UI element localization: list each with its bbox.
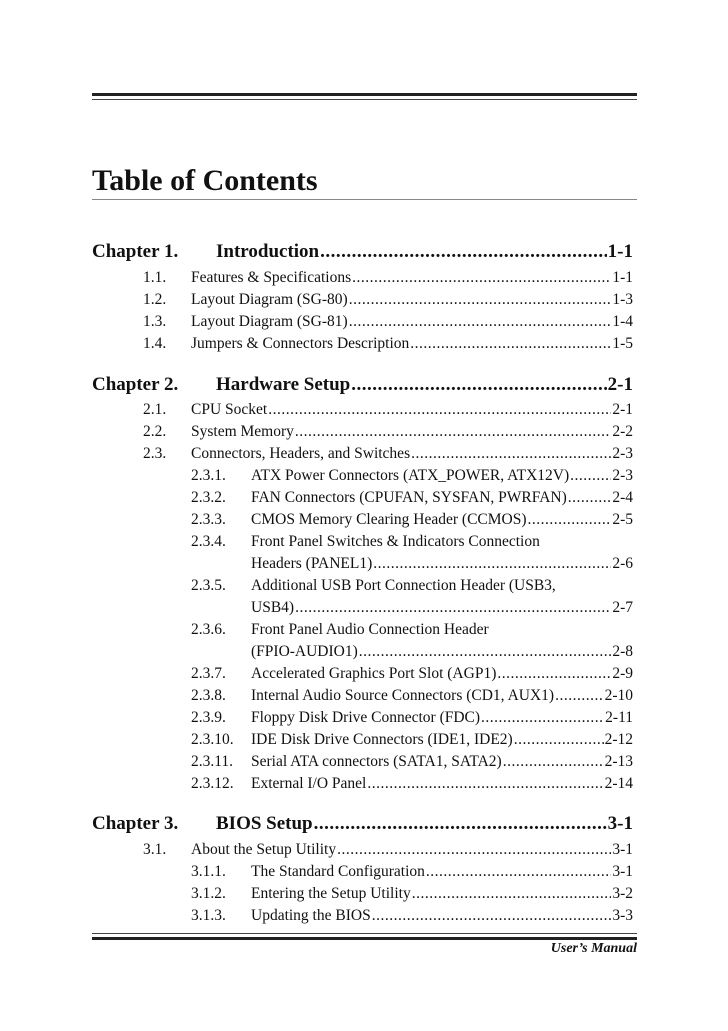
dot-leader [295, 598, 611, 618]
page-number: 2-13 [604, 753, 633, 770]
dot-leader [411, 444, 611, 464]
dot-leader [497, 664, 611, 684]
dot-leader [351, 373, 606, 397]
toc-chapter-1[interactable] [92, 240, 633, 264]
dot-leader [373, 554, 611, 574]
dot-leader [426, 862, 611, 882]
entry-number: 1.2. [143, 291, 167, 308]
entry-title-continued: (FPIO-AUDIO1) [251, 643, 358, 660]
entry-number: 2.3.1. [191, 467, 226, 484]
entry-title: CMOS Memory Clearing Header (CCMOS) [251, 511, 527, 528]
footer-label: User’s Manual [550, 941, 637, 956]
toc-entry-2-3-6[interactable] [251, 642, 633, 662]
entry-title: Features & Specifications [191, 269, 352, 286]
toc-entry-2-2[interactable] [143, 422, 633, 442]
entry-title: Internal Audio Source Connectors (CD1, AUX1) [251, 687, 555, 704]
page-number: 2-7 [612, 599, 633, 616]
toc-entry-3-1-2[interactable] [191, 884, 633, 904]
toc-chapter-3[interactable] [92, 812, 633, 836]
dot-leader [268, 400, 611, 420]
entry-number: 3.1.3. [191, 907, 226, 924]
dot-leader [349, 290, 612, 310]
dot-leader [352, 268, 611, 288]
entry-number: 1.3. [143, 313, 167, 330]
dot-leader [412, 884, 612, 904]
page-number: 2-1 [612, 401, 633, 418]
page-number: 1-5 [612, 335, 633, 352]
entry-number: 2.1. [143, 401, 167, 418]
entry-number: 2.3.8. [191, 687, 226, 704]
entry-title: About the Setup Utility [191, 841, 337, 858]
entry-number: 2.3.5. [191, 577, 226, 594]
dot-leader [503, 752, 604, 772]
entry-title: System Memory [191, 423, 294, 440]
dot-leader [481, 708, 604, 728]
toc-chapter-2[interactable] [92, 373, 633, 397]
toc-entry-2-3-4-first-line[interactable] [191, 532, 540, 552]
dot-leader [568, 488, 612, 508]
page-number: 2-1 [607, 374, 633, 395]
page-number: 1-1 [607, 241, 633, 262]
toc-entry-3-1-3[interactable] [191, 906, 633, 926]
toc-entry-2-3-6-first-line[interactable] [191, 620, 489, 640]
toc-entry-1-2[interactable] [143, 290, 633, 310]
entry-title: The Standard Configuration [251, 863, 425, 880]
page-number: 2-6 [612, 555, 633, 572]
entry-number: 2.3.9. [191, 709, 226, 726]
page-number: 3-1 [612, 841, 633, 858]
entry-number: 2.3.7. [191, 665, 226, 682]
entry-title-continued: USB4) [251, 599, 295, 616]
entry-number: 2.3.6. [191, 621, 226, 638]
footer-rule-thin [92, 933, 637, 934]
entry-number: 2.2. [143, 423, 167, 440]
page-title: Table of Contents [92, 164, 318, 197]
dot-leader [528, 510, 612, 530]
toc-entry-3-1-1[interactable] [191, 862, 633, 882]
page-number: 2-9 [612, 665, 633, 682]
entry-number: 2.3.2. [191, 489, 226, 506]
page-number: 2-3 [612, 467, 633, 484]
chapter-title: Introduction [216, 241, 320, 262]
entry-number: 3.1. [143, 841, 167, 858]
entry-title: Serial ATA connectors (SATA1, SATA2) [251, 753, 502, 770]
chapter-title: Hardware Setup [216, 374, 351, 395]
entry-number: 2.3.3. [191, 511, 226, 528]
toc-entry-2-3-5-first-line[interactable] [191, 576, 556, 596]
entry-title: ATX Power Connectors (ATX_POWER, ATX12V) [251, 467, 570, 484]
entry-title: FAN Connectors (CPUFAN, SYSFAN, PWRFAN) [251, 489, 567, 506]
dot-leader [555, 686, 604, 706]
entry-title: IDE Disk Drive Connectors (IDE1, IDE2) [251, 731, 513, 748]
entry-title: Updating the BIOS [251, 907, 371, 924]
page-number: 2-3 [612, 445, 633, 462]
dot-leader [410, 334, 611, 354]
entry-title: CPU Socket [191, 401, 268, 418]
entry-title: Connectors, Headers, and Switches [191, 445, 411, 462]
entry-number: 2.3.10. [191, 731, 234, 748]
chapter-number: Chapter 1. [92, 241, 179, 262]
toc-entry-2-3[interactable] [143, 444, 633, 464]
dot-leader [337, 840, 611, 860]
dot-leader [349, 312, 612, 332]
toc-entry-2-1[interactable] [143, 400, 633, 420]
entry-title: Layout Diagram (SG-80) [191, 291, 348, 308]
toc-entry-2-3-4[interactable] [251, 554, 633, 574]
page-number: 1-1 [612, 269, 633, 286]
dot-leader [320, 240, 607, 264]
dot-leader [367, 774, 603, 794]
page-number: 3-1 [612, 863, 633, 880]
page-number: 1-3 [612, 291, 633, 308]
entry-number: 3.1.2. [191, 885, 226, 902]
dot-leader [295, 422, 611, 442]
toc-entry-2-3-5[interactable] [251, 598, 633, 618]
entry-number: 2.3.4. [191, 533, 226, 550]
dot-leader [570, 466, 611, 486]
entry-title: Jumpers & Connectors Description [191, 335, 410, 352]
toc-entry-2-3-3[interactable] [191, 510, 633, 530]
page-number: 2-10 [604, 687, 633, 704]
page-number: 2-5 [612, 511, 633, 528]
toc-entry-2-3-11[interactable] [191, 752, 633, 772]
entry-number: 3.1.1. [191, 863, 226, 880]
page-number: 2-11 [605, 709, 633, 726]
toc-entry-2-3-8[interactable] [191, 686, 633, 706]
page-number: 2-14 [604, 775, 633, 792]
entry-number: 2.3. [143, 445, 167, 462]
page-number: 3-3 [612, 907, 633, 924]
toc-entry-3-1[interactable] [143, 840, 633, 860]
page-number: 2-8 [612, 643, 633, 660]
page-number: 3-2 [612, 885, 633, 902]
chapter-title: BIOS Setup [216, 813, 313, 834]
entry-title: Layout Diagram (SG-81) [191, 313, 348, 330]
chapter-number: Chapter 3. [92, 813, 179, 834]
entry-number: 2.3.12. [191, 775, 234, 792]
page-number: 2-4 [612, 489, 633, 506]
entry-title: Entering the Setup Utility [251, 885, 411, 902]
entry-title: External I/O Panel [251, 775, 367, 792]
entry-title: Front Panel Switches & Indicators Connection [251, 533, 540, 550]
dot-leader [314, 812, 607, 836]
toc-entry-2-3-12[interactable] [191, 774, 633, 794]
toc-entry-1-1[interactable] [143, 268, 633, 288]
entry-title: Floppy Disk Drive Connector (FDC) [251, 709, 481, 726]
entry-title-continued: Headers (PANEL1) [251, 555, 373, 572]
toc-entry-2-3-10[interactable] [191, 730, 633, 750]
toc-entry-1-4[interactable] [143, 334, 633, 354]
toc-entry-2-3-1[interactable] [191, 466, 633, 486]
page-number: 2-2 [612, 423, 633, 440]
entry-number: 1.1. [143, 269, 167, 286]
toc-entry-2-3-7[interactable] [191, 664, 633, 684]
chapter-number: Chapter 2. [92, 374, 179, 395]
entry-title: Front Panel Audio Connection Header [251, 621, 489, 638]
toc-entry-1-3[interactable] [143, 312, 633, 332]
entry-title: Accelerated Graphics Port Slot (AGP1) [251, 665, 497, 682]
page-number: 1-4 [612, 313, 633, 330]
entry-number: 2.3.11. [191, 753, 234, 770]
toc-entry-2-3-2[interactable] [191, 488, 633, 508]
page-number: 3-1 [607, 813, 633, 834]
entry-number: 1.4. [143, 335, 167, 352]
entry-title: Additional USB Port Connection Header (USB3, [251, 577, 556, 594]
dot-leader [372, 906, 612, 926]
toc-entry-2-3-9[interactable] [191, 708, 633, 728]
dot-leader [359, 642, 612, 662]
dot-leader [514, 730, 604, 750]
page-number: 2-12 [604, 731, 633, 748]
